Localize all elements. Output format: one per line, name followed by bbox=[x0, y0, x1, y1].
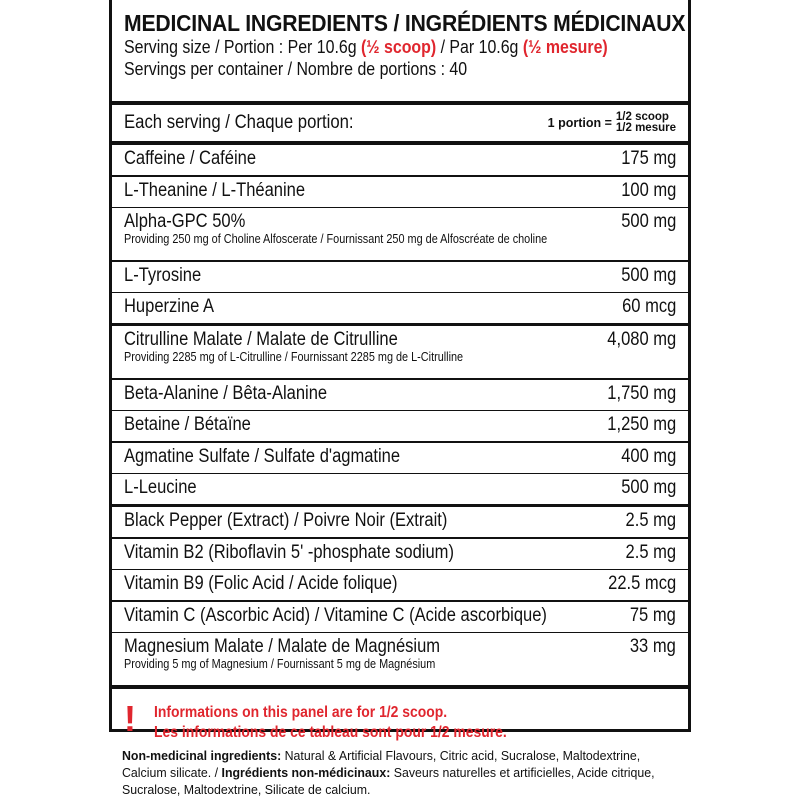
ingredient-row bbox=[112, 145, 688, 175]
ingredient-name: Beta-Alanine / Bêta-Alanine bbox=[124, 382, 328, 404]
portion-label: 1 portion = bbox=[547, 116, 612, 130]
ingredient-info bbox=[124, 477, 207, 504]
warning-line-en: Informations on this panel are for 1/2 scoop. bbox=[154, 704, 448, 721]
ingredient-info bbox=[124, 636, 487, 685]
ingredient-name: Agmatine Sulfate / Sulfate d'agmatine bbox=[124, 445, 401, 467]
ingredient-amount: 60 mcg bbox=[621, 296, 676, 317]
ingredient-info bbox=[124, 605, 610, 632]
ingredient-name: Vitamin B2 (Riboflavin 5' -phosphate sodium) bbox=[124, 541, 454, 563]
ingredient-row bbox=[112, 539, 688, 569]
ingredient-name: Vitamin C (Ascorbic Acid) / Vitamine C (Acide ascorbique) bbox=[124, 604, 547, 626]
serving-scoop-fr: (½ mesure) bbox=[522, 36, 608, 57]
ingredient-row bbox=[112, 443, 688, 473]
panel-header bbox=[112, 0, 688, 101]
ingredient-amount: 500 mg bbox=[620, 211, 676, 232]
ingredient-info bbox=[124, 265, 213, 292]
warning-line-fr: Les informations de ce tableau sont pour 1/2 mesure. bbox=[154, 724, 507, 741]
ingredient-amount: 400 mg bbox=[620, 445, 676, 467]
portion-mesure: 1/2 mesure bbox=[615, 122, 676, 134]
serving-size-line bbox=[124, 36, 608, 58]
ingredient-name: L-Theanine / L-Théanine bbox=[124, 179, 306, 201]
ingredient-name: Vitamin B9 (Folic Acid / Acide folique) bbox=[124, 573, 398, 594]
ingredient-info bbox=[124, 211, 610, 260]
exclamation-icon: ! bbox=[124, 698, 136, 739]
ingredient-row bbox=[112, 177, 688, 207]
ingredient-name: Citrulline Malate / Malate de Citrulline bbox=[124, 329, 398, 350]
ingredient-row bbox=[112, 208, 688, 260]
ingredient-note: Providing 5 mg of Magnesium / Fournissant 5 mg de Magnésium bbox=[124, 657, 436, 671]
ingredient-note: Providing 250 mg of Choline Alfoscerate / Fournissant 250 mg de Alfoscréate de choline bbox=[124, 232, 548, 246]
ingredient-row bbox=[112, 570, 688, 600]
ingredient-name: Caffeine / Caféine bbox=[124, 148, 257, 169]
ingredient-amount: 22.5 mcg bbox=[608, 573, 676, 594]
ingredient-amount: 500 mg bbox=[620, 264, 676, 286]
non-medicinal-text-fr: Saveurs naturelles et artificielles, Acide citrique, Sucralose, Maltodextrine, Silicate de calcium. bbox=[122, 765, 655, 797]
warning-box bbox=[112, 689, 688, 743]
ingredient-name: Black Pepper (Extract) / Poivre Noir (Extrait) bbox=[124, 510, 448, 531]
non-medicinal-label-fr: Ingrédients non-médicinaux: bbox=[221, 765, 391, 780]
portion-fraction bbox=[616, 112, 676, 134]
ingredient-amount: 500 mg bbox=[620, 477, 676, 498]
ingredient-row bbox=[112, 474, 688, 504]
serving-scoop-en: (½ scoop) bbox=[361, 36, 437, 57]
ingredient-name: Magnesium Malate / Malate de Magnésium bbox=[124, 636, 441, 657]
non-medicinal-text-en: Natural & Artificial Flavours, Citric acid, Sucralose, Maltodextrine, Calcium silicate. / bbox=[122, 748, 641, 780]
ingredient-name: Betaine / Bétaïne bbox=[124, 414, 251, 435]
ingredient-info bbox=[124, 414, 270, 441]
ingredient-name: Huperzine A bbox=[124, 296, 215, 317]
ingredient-info bbox=[124, 542, 503, 569]
ingredient-row bbox=[112, 262, 688, 292]
ingredient-name: L-Tyrosine bbox=[124, 264, 202, 286]
ingredient-row bbox=[112, 411, 688, 441]
ingredient-amount: 33 mg bbox=[630, 636, 676, 657]
ingredient-list bbox=[112, 145, 688, 685]
portion-scoop: 1/2 scoop bbox=[615, 111, 669, 123]
ingredient-amount: 75 mg bbox=[630, 604, 676, 626]
ingredient-info bbox=[124, 180, 332, 207]
ingredient-info bbox=[124, 510, 496, 537]
ingredient-row bbox=[112, 380, 688, 410]
ingredient-row bbox=[112, 293, 688, 323]
ingredient-amount: 175 mg bbox=[620, 148, 676, 169]
ingredient-row bbox=[112, 326, 688, 378]
ingredient-row bbox=[112, 633, 688, 685]
ingredient-amount: 2.5 mg bbox=[625, 510, 676, 531]
ingredient-info bbox=[124, 446, 441, 473]
ingredient-amount: 2.5 mg bbox=[625, 541, 676, 563]
panel-title: MEDICINAL INGREDIENTS / INGRÉDIENTS MÉDICINAUX bbox=[124, 10, 686, 36]
medicinal-ingredients-panel bbox=[109, 0, 691, 741]
ingredient-row bbox=[112, 507, 688, 537]
serving-size-text-fr: / Par 10.6g bbox=[436, 36, 523, 57]
each-serving-row bbox=[112, 105, 688, 141]
non-medicinal-label-en: Non-medicinal ingredients: bbox=[122, 748, 282, 763]
ingredient-name: L-Leucine bbox=[124, 477, 197, 498]
ingredient-info bbox=[124, 296, 228, 323]
servings-per-container: Servings per container / Nombre de portions : 40 bbox=[124, 58, 468, 79]
non-medicinal-ingredients bbox=[122, 747, 664, 798]
ingredient-info bbox=[124, 148, 276, 175]
ingredient-info bbox=[124, 383, 357, 410]
ingredient-row bbox=[112, 602, 688, 632]
ingredient-info bbox=[124, 329, 514, 378]
ingredient-name: Alpha-GPC 50% bbox=[124, 211, 246, 232]
ingredient-info bbox=[124, 573, 438, 600]
ingredient-note: Providing 2285 mg of L-Citrulline / Fournissant 2285 mg de L-Citrulline bbox=[124, 350, 464, 364]
ingredient-amount: 1,750 mg bbox=[607, 382, 676, 404]
ingredient-amount: 100 mg bbox=[620, 179, 676, 201]
ingredient-amount: 4,080 mg bbox=[607, 329, 676, 350]
warning-text bbox=[154, 703, 507, 743]
ingredient-amount: 1,250 mg bbox=[607, 414, 676, 435]
each-serving-label: Each serving / Chaque portion: bbox=[124, 112, 354, 133]
portion-equivalence bbox=[548, 112, 676, 134]
serving-size-text: Serving size / Portion : Per 10.6g bbox=[124, 36, 362, 57]
